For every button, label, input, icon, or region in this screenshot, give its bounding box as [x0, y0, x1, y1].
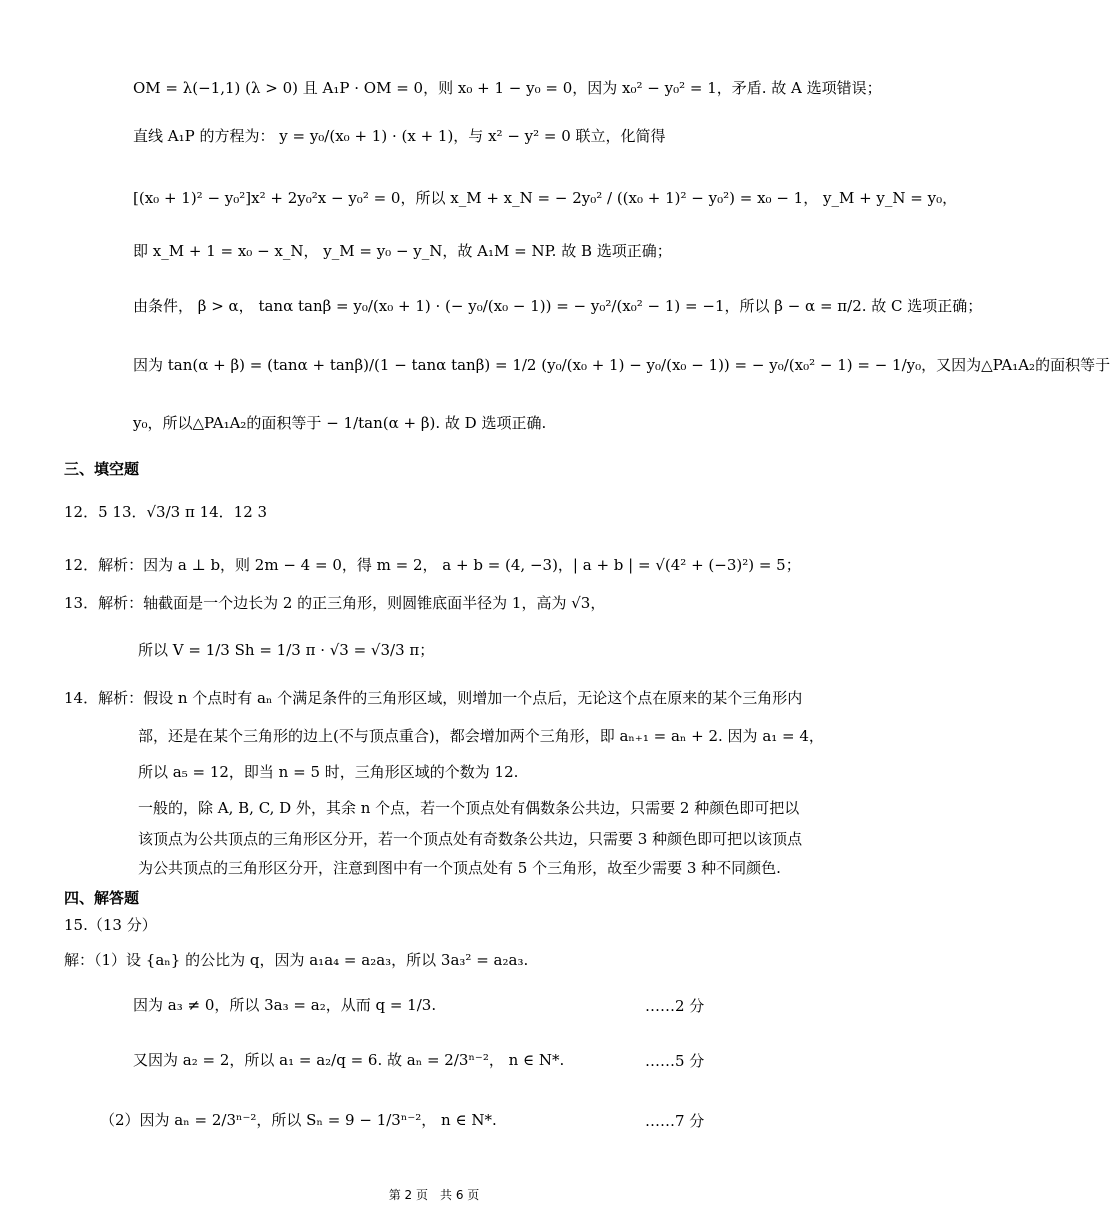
text-line-q12: 12．解析：因为 a ⊥ b，则 2m − 4 = 0，得 m = 2， a + b = (4, −3)，| a + b | = √(4² + (−3)²) = 5； [64, 556, 801, 574]
text-line-q15-general: 又因为 a₂ = 2，所以 a₁ = a₂/q = 6. 故 aₙ = 2/3ⁿ⁻²， n ∈ N*. [133, 1051, 565, 1069]
section-heading-fill-blank: 三、填空题 [64, 460, 140, 478]
score-2: ……2 分 [645, 997, 705, 1015]
text-line-q14-e: 该顶点为公共顶点的三角形区分开，若一个顶点处有奇数条公共边，只需要 3 种颜色即可把以该顶点 [138, 830, 803, 848]
text-line-q15-ratio: 因为 a₃ ≠ 0，所以 3a₃ = a₂，从而 q = 1/3. [133, 996, 437, 1014]
text-line-q14-f: 为公共顶点的三角形区分开，注意到图中有一个顶点处有 5 个三角形，故至少需要 3 种不同颜色. [138, 859, 781, 877]
text-line-line-equation: 直线 A₁P 的方程为： y = y₀/(x₀ + 1) · (x + 1)，与 x² − y² = 0 联立，化简得 [133, 127, 666, 145]
score-7: ……7 分 [645, 1112, 705, 1130]
text-line-q14: 14．解析：假设 n 个点时有 aₙ 个满足条件的三角形区域，则增加一个点后，无论这个点在原来的某个三角形内 [64, 689, 803, 707]
page-footer: 第 2 页 共 6 页 [388, 1188, 480, 1202]
text-line-q14-d: 一般的，除 A, B, C, D 外，其余 n 个点，若一个顶点处有偶数条公共边，只需要 2 种颜色即可把以 [138, 799, 800, 817]
text-line-q14-c: 所以 a₅ = 12，即当 n = 5 时，三角形区域的个数为 12. [138, 763, 519, 781]
text-line-c-correct: 由条件， β > α， tanα tanβ = y₀/(x₀ + 1) · (− y₀/(x₀ − 1)) = − y₀²/(x₀² − 1) = −1，所以 β − α = π/2. 故 C 选项正确； [133, 297, 983, 315]
text-line-d-correct: y₀，所以△PA₁A₂的面积等于 − 1/tan(α + β). 故 D 选项正确. [133, 414, 547, 432]
section-heading-solve: 四、解答题 [64, 889, 140, 907]
text-line-b-correct: 即 x_M + 1 = x₀ − x_N， y_M = y₀ − y_N，故 A₁M = NP. 故 B 选项正确； [133, 242, 672, 260]
text-line-q15: 15.（13 分） [64, 916, 157, 934]
text-line-tan-sum: 因为 tan(α + β) = (tanα + tanβ)/(1 − tanα tanβ) = 1/2 (y₀/(x₀ + 1) − y₀/(x₀ − 1)) = − y₀/(x₀² − 1) = − 1/y₀，又因为△PA₁A₂的面积等于 [133, 356, 1110, 374]
text-line-quadratic: [(x₀ + 1)² − y₀²]x² + 2y₀²x − y₀² = 0，所以 x_M + x_N = − 2y₀² / ((x₀ + 1)² − y₀²) = x₀ − 1， y_M + y_N = y₀， [133, 189, 958, 207]
score-5: ……5 分 [645, 1052, 705, 1070]
text-line-om: OM = λ(−1,1) (λ > 0) 且 A₁P · OM = 0，则 x₀ + 1 − y₀ = 0，因为 x₀² − y₀² = 1，矛盾. 故 A 选项错误； [133, 79, 882, 97]
text-line-q13-volume: 所以 V = 1/3 Sh = 1/3 π · √3 = √3/3 π； [138, 641, 435, 659]
text-line-q15-1: 解：（1）设 {aₙ} 的公比为 q，因为 a₁a₄ = a₂a₃，所以 3a₃² = a₂a₃. [64, 951, 529, 969]
text-line-answers: 12．5 13．√3/3 π 14．12 3 [64, 503, 268, 521]
text-line-q15-2: （2）因为 aₙ = 2/3ⁿ⁻²，所以 Sₙ = 9 − 1/3ⁿ⁻²， n ∈ N*. [100, 1111, 497, 1129]
text-line-q14-b: 部，还是在某个三角形的边上(不与顶点重合)，都会增加两个三角形，即 aₙ₊₁ = aₙ + 2. 因为 a₁ = 4， [138, 727, 824, 745]
text-line-q13: 13．解析：轴截面是一个边长为 2 的正三角形，则圆锥底面半径为 1，高为 √3， [64, 594, 606, 612]
